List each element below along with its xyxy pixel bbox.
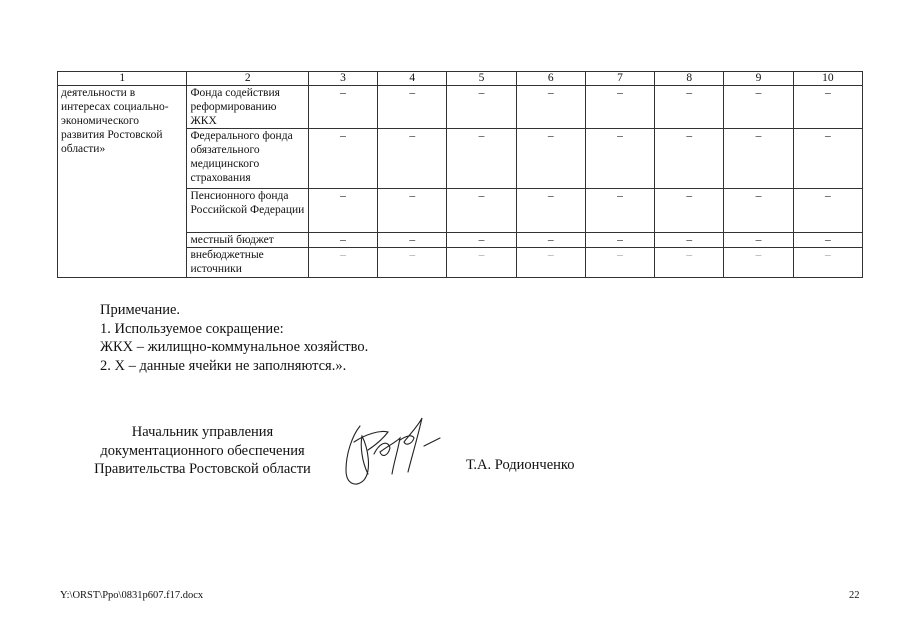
value-cell: – — [378, 233, 447, 248]
funding-source-cell: Фонда содействия реформированию ЖКХ — [187, 86, 308, 129]
value-cell: – — [447, 129, 516, 189]
table-header-row — [58, 72, 863, 86]
budget-table — [57, 71, 863, 278]
value-cell: – — [585, 233, 654, 248]
handwritten-signature — [332, 412, 447, 497]
value-cell: – — [655, 129, 724, 189]
file-path: Y:\ORST\Ppo\0831p607.f17.docx — [60, 590, 204, 601]
header-cell: 1 — [58, 72, 187, 86]
note-block — [100, 301, 368, 375]
funding-source-cell: внебюджетные источники — [187, 248, 308, 278]
value-cell: – — [655, 86, 724, 129]
value-cell: – — [378, 86, 447, 129]
value-cell: – — [655, 189, 724, 233]
header-cell: 4 — [378, 72, 447, 86]
value-cell: – — [447, 248, 516, 278]
value-cell: – — [793, 248, 862, 278]
page-number: 22 — [849, 590, 860, 601]
value-cell: – — [724, 189, 793, 233]
value-cell: – — [308, 248, 377, 278]
value-cell: – — [516, 248, 585, 278]
value-cell: – — [724, 129, 793, 189]
header-cell: 3 — [308, 72, 377, 86]
position-line: документационного обеспечения — [100, 442, 305, 459]
value-cell: – — [585, 129, 654, 189]
value-cell: – — [793, 233, 862, 248]
signer-position — [55, 423, 350, 479]
header-cell: 7 — [585, 72, 654, 86]
value-cell: – — [724, 233, 793, 248]
value-cell: – — [585, 248, 654, 278]
position-line: Начальник управления — [131, 424, 274, 440]
value-cell: – — [378, 129, 447, 189]
note-line: 2. Х – данные ячейки не заполняются.». — [100, 357, 347, 374]
value-cell: – — [793, 129, 862, 189]
value-cell: – — [516, 86, 585, 129]
value-cell: – — [378, 248, 447, 278]
signer-name: Т.А. Родионченко — [466, 457, 575, 473]
header-cell: 9 — [724, 72, 793, 86]
table-row — [58, 86, 863, 129]
value-cell: – — [308, 86, 377, 129]
header-cell: 2 — [187, 72, 308, 86]
position-line: Правительства Ростовской области — [94, 461, 311, 477]
value-cell: – — [516, 233, 585, 248]
value-cell: – — [724, 248, 793, 278]
header-cell: 8 — [655, 72, 724, 86]
value-cell: – — [793, 189, 862, 233]
header-cell: 6 — [516, 72, 585, 86]
value-cell: – — [378, 189, 447, 233]
value-cell: – — [585, 189, 654, 233]
value-cell: – — [655, 248, 724, 278]
value-cell: – — [308, 129, 377, 189]
value-cell: – — [516, 129, 585, 189]
value-cell: – — [655, 233, 724, 248]
value-cell: – — [585, 86, 654, 129]
value-cell: – — [308, 233, 377, 248]
funding-source-cell: Пенсионного фонда Российской Федерации — [187, 189, 308, 233]
funding-source-cell: Федерального фонда обязательного медицинского страхования — [187, 129, 308, 189]
value-cell: – — [447, 86, 516, 129]
value-cell: – — [447, 189, 516, 233]
value-cell: – — [447, 233, 516, 248]
program-name-cell: деятельности в интересах социально-экономического развития Ростовской области» — [58, 86, 187, 278]
value-cell: – — [793, 86, 862, 129]
funding-source-cell: местный бюджет — [187, 233, 308, 248]
header-cell: 10 — [793, 72, 862, 86]
note-line: ЖКХ – жилищно-коммунальное хозяйство. — [100, 339, 369, 355]
header-cell: 5 — [447, 72, 516, 86]
note-line: 1. Используемое сокращение: — [100, 320, 284, 337]
value-cell: – — [516, 189, 585, 233]
value-cell: – — [724, 86, 793, 129]
value-cell: – — [308, 189, 377, 233]
note-title: Примечание. — [100, 302, 181, 318]
